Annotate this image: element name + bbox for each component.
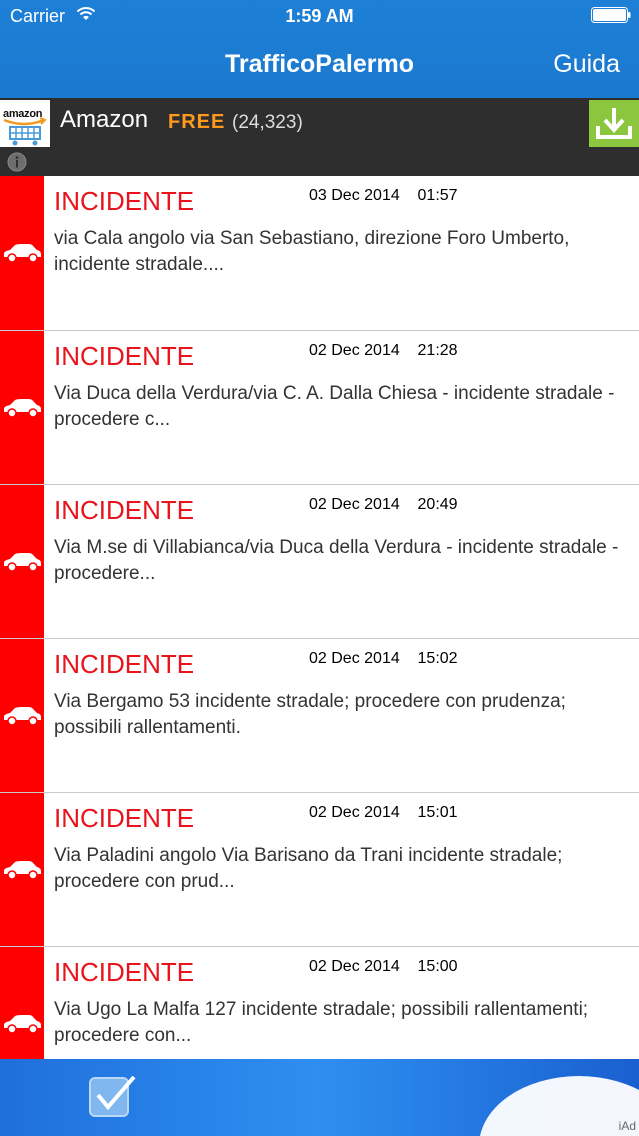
car-icon <box>1 859 43 881</box>
incident-date: 02 Dec 2014 20:49 <box>309 496 458 513</box>
page-title: TrafficoPalermo <box>225 50 414 78</box>
car-icon <box>1 1013 43 1035</box>
download-icon <box>589 100 639 147</box>
incident-type: INCIDENTE <box>54 495 195 525</box>
guida-button[interactable]: Guida <box>553 50 620 78</box>
incident-description: Via Paladini angolo Via Barisano da Trani incidente stradale; procedere con prud... <box>54 845 563 892</box>
car-icon <box>1 551 43 573</box>
incident-row[interactable] <box>0 485 639 639</box>
amazon-logo-text: amazon <box>3 108 43 120</box>
car-icon <box>1 242 43 264</box>
incident-description: via Cala angolo via San Sebastiano, direzione Foro Umberto, incidente stradale.... <box>54 228 570 275</box>
incident-description: Via Duca della Verdura/via C. A. Dalla Chiesa - incidente stradale - procedere c... <box>54 383 615 430</box>
ad-rating-count: (24,323) <box>232 112 303 133</box>
status-time: 1:59 AM <box>285 6 354 26</box>
incident-list <box>0 176 639 1084</box>
info-icon[interactable] <box>7 152 27 172</box>
ad-banner[interactable] <box>0 98 639 176</box>
incident-row[interactable] <box>0 639 639 793</box>
incident-type: INCIDENTE <box>54 186 195 216</box>
incident-color-bar <box>0 176 44 330</box>
incident-description: Via Ugo La Malfa 127 incidente stradale; possibili rallentamenti; procedere con... <box>54 999 589 1046</box>
checkmark-icon <box>88 1073 138 1119</box>
amazon-logo <box>0 100 50 147</box>
incident-type: INCIDENTE <box>54 341 195 371</box>
ad-price: FREE <box>168 111 226 133</box>
iad-decoration <box>479 1076 639 1136</box>
incident-description: Via Bergamo 53 incidente stradale; procedere con prudenza; possibili rallentamenti. <box>54 691 566 738</box>
download-button[interactable] <box>589 100 639 147</box>
incident-color-bar <box>0 639 44 792</box>
top-bar <box>0 0 639 98</box>
incident-date: 02 Dec 2014 21:28 <box>309 342 458 359</box>
cart-icon <box>0 100 50 147</box>
incident-date: 02 Dec 2014 15:01 <box>309 804 458 821</box>
incident-color-bar <box>0 485 44 638</box>
incident-color-bar <box>0 793 44 946</box>
incident-type: INCIDENTE <box>54 957 195 987</box>
status-bar <box>0 0 639 34</box>
incident-row[interactable] <box>0 176 639 331</box>
incident-date: 02 Dec 2014 15:00 <box>309 958 458 975</box>
ad-title: Amazon <box>60 106 149 133</box>
incident-row[interactable] <box>0 331 639 485</box>
incident-type: INCIDENTE <box>54 649 195 679</box>
carrier-label: Carrier <box>10 6 66 26</box>
car-icon <box>1 705 43 727</box>
incident-date: 02 Dec 2014 15:02 <box>309 650 458 667</box>
incident-date: 03 Dec 2014 01:57 <box>309 187 458 204</box>
incident-row[interactable] <box>0 793 639 947</box>
incident-color-bar <box>0 331 44 484</box>
incident-description: Via M.se di Villabianca/via Duca della Verdura - incidente stradale - procedere... <box>54 537 619 584</box>
iad-label: iAd <box>618 1119 636 1133</box>
battery-icon <box>591 7 631 23</box>
iad-banner[interactable] <box>0 1059 639 1136</box>
incident-type: INCIDENTE <box>54 803 195 833</box>
car-icon <box>1 397 43 419</box>
